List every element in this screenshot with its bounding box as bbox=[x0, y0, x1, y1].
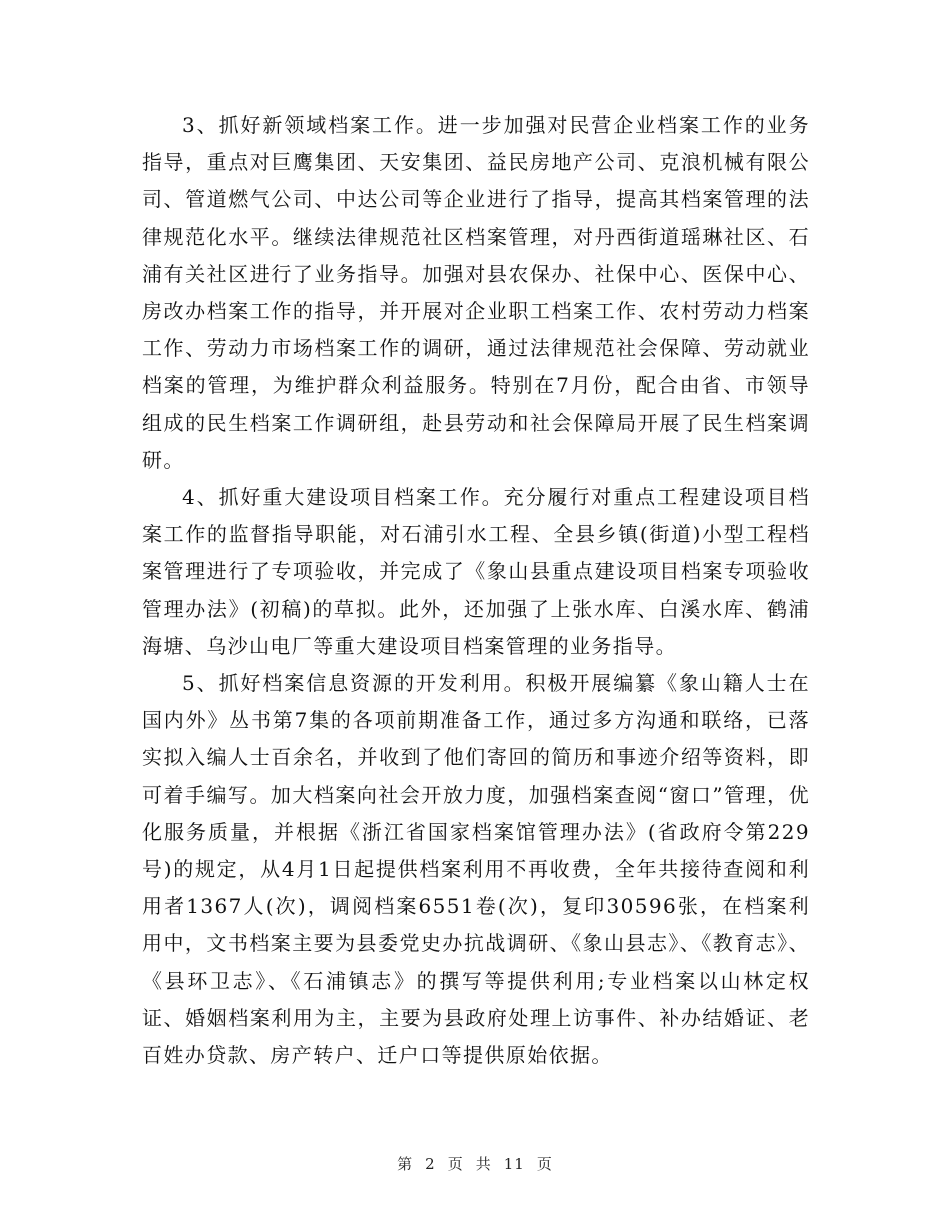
footer-total-label: 共 bbox=[475, 1155, 492, 1173]
footer-total-unit: 页 bbox=[536, 1155, 553, 1173]
paragraph-3: 3、抓好新领域档案工作。进一步加强对民营企业档案工作的业务指导，重点对巨鹰集团、天安集团、益民房地产公司、克浪机械有限公司、管道燃气公司、中达公司等企业进行了指导，提高其档案管理的法律规范化水平。继续法律规范社区档案管理，对丹西街道瑶琳社区、石浦有关社区进行了业务指导。加强对县农保办、社保中心、医保中心、房改办档案工作的指导，并开展对企业职工档案工作、农村劳动力档案工作、劳动力市场档案工作的调研，通过法律规范社会保障、劳动就业档案的管理，为维护群众利益服务。特别在7月份，配合由省、市领导组成的民生档案工作调研组，赴县劳动和社会保障局开展了民生档案调研。 bbox=[142, 113, 810, 472]
document-body bbox=[142, 107, 810, 1074]
paragraph-5: 5、抓好档案信息资源的开发利用。积极开展编纂《象山籍人士在国内外》丛书第7集的各项前期准备工作，通过多方沟通和联络，已落实拟入编人士百余名，并收到了他们寄回的简历和事迹介绍等资料，即可着手编写。加大档案向社会开放力度，加强档案查阅“窗口”管理，优化服务质量，并根据《浙江省国家档案馆管理办法》(省政府令第229号)的规定，从4月1日起提供档案利用不再收费，全年共接待查阅和利用者1367人(次)，调阅档案6551卷(次)，复印30596张，在档案利用中，文书档案主要为县委党史办抗战调研、《象山县志》、《教育志》、《县环卫志》、《石浦镇志》的撰写等提供利用;专业档案以山林定权证、婚姻档案利用为主，主要为县政府处理上访事件、补办结婚证、老百姓办贷款、房产转户、迁户口等提供原始依据。 bbox=[142, 671, 810, 1068]
footer-total-pages: 11 bbox=[503, 1155, 525, 1173]
footer-page-unit: 页 bbox=[447, 1155, 464, 1173]
footer-page-label: 第 bbox=[397, 1155, 414, 1173]
page-footer bbox=[0, 1153, 950, 1174]
footer-current-page: 2 bbox=[425, 1155, 436, 1173]
paragraph-4: 4、抓好重大建设项目档案工作。充分履行对重点工程建设项目档案工作的监督指导职能，对石浦引水工程、全县乡镇(街道)小型工程档案管理进行了专项验收，并完成了《象山县重点建设项目档案专项验收管理办法》(初稿)的草拟。此外，还加强了上张水库、白溪水库、鹤浦海塘、乌沙山电厂等重大建设项目档案管理的业务指导。 bbox=[142, 485, 810, 658]
